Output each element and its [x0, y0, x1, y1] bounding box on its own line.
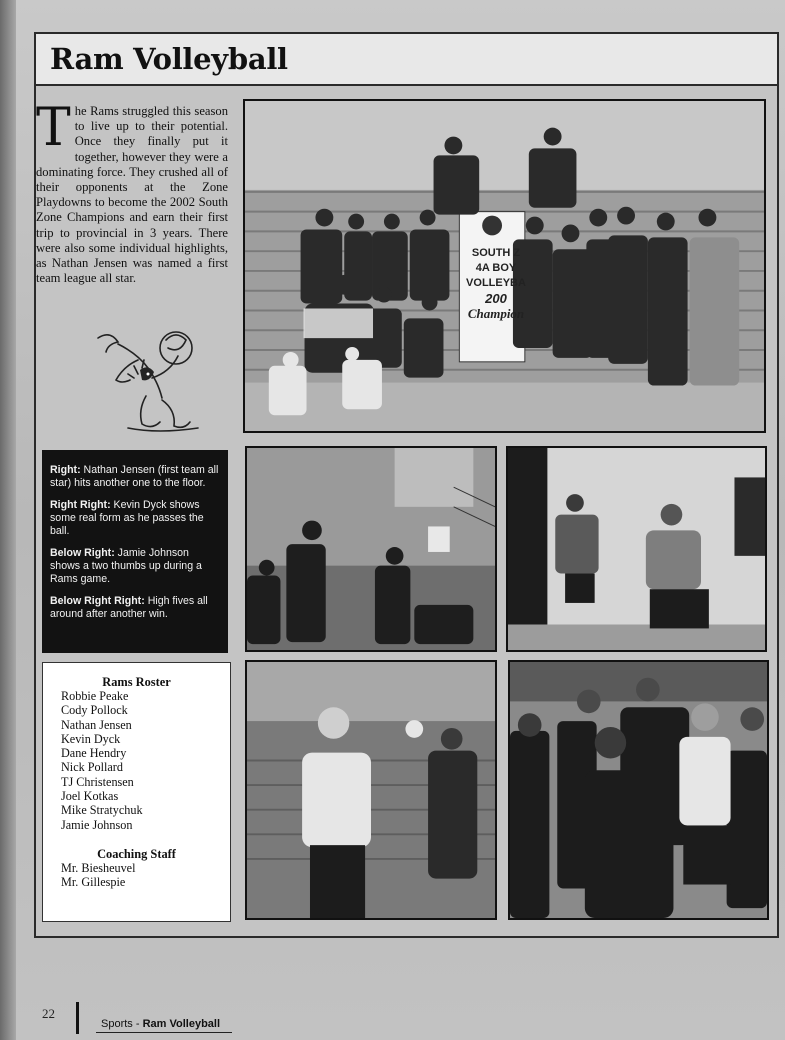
roster-box	[42, 662, 231, 922]
caption-right: Right: Nathan Jensen (first team all star) hits another one to the floor.	[50, 464, 219, 489]
banner-text	[463, 246, 529, 321]
caption-below-right: Below Right: Jamie Johnson shows a two thumbs up during a Rams game.	[50, 547, 202, 585]
page-binding-edge	[0, 0, 16, 1040]
roster-title: Rams Roster	[102, 675, 171, 689]
footer-section: Sports	[101, 1018, 133, 1030]
banner-line-3: VOLLEYBA	[466, 277, 526, 289]
page-title: Ram Volleyball	[50, 42, 288, 76]
banner-line-5: Champion	[467, 306, 525, 321]
footer-separator: -	[132, 1018, 143, 1030]
page-number: 22	[42, 1006, 55, 1021]
footer-section-label	[101, 1018, 220, 1030]
roster-item: TJ Christensen	[61, 774, 134, 789]
roster-item: Nick Pollard	[61, 760, 123, 775]
staff-item: Mr. Gillespie	[61, 875, 126, 890]
photo-jamie-johnson	[245, 660, 497, 920]
roster-item: Joel Kotkas	[61, 789, 119, 804]
photo-captions	[42, 450, 228, 653]
roster-item: Robbie Peake	[61, 689, 129, 703]
photo-nathan-jensen-hit	[245, 446, 497, 652]
photo-high-fives	[508, 660, 769, 920]
intro-paragraph	[36, 98, 228, 286]
roster-item: Kevin Dyck	[61, 731, 121, 746]
roster-item: Dane Hendry	[61, 746, 127, 761]
caption-below-right-right: Below Right Right: High fives all around after another win.	[50, 595, 208, 620]
team-photo	[243, 99, 766, 433]
roster-list	[61, 689, 143, 832]
banner-line-2: 4A BOY	[475, 262, 517, 274]
roster-item: Nathan Jensen	[61, 717, 132, 732]
banner-line-4: 200	[485, 291, 507, 306]
footer-subsection: Ram Volleyball	[142, 1018, 221, 1030]
footer-divider	[76, 1002, 79, 1034]
roster-item: Jamie Johnson	[61, 817, 133, 832]
caption-right-right: Right Right: Kevin Dyck shows some real form as he passes the ball.	[50, 499, 204, 537]
banner-line-1: SOUTH Z	[471, 247, 521, 259]
footer-rule	[96, 1032, 232, 1033]
ram-mascot-sketch	[88, 318, 213, 443]
staff-list	[61, 861, 135, 890]
title-bar	[34, 32, 779, 86]
drop-cap: T	[36, 98, 71, 158]
staff-item: Mr. Biesheuvel	[61, 861, 136, 875]
roster-item: Cody Pollock	[61, 703, 128, 718]
intro-text: he Rams struggled this season to live up to their potential. Once they finally put it together, however they were a dominating force. They crushed all of their opponents at the Zone Playdowns to become the 2002 South Zone Champions and earn their first trip to provincial in 3 years. There were also some individual highlights, as Nathan Jensen was named a first team league all star.	[36, 104, 228, 286]
coaching-staff-title: Coaching Staff	[97, 847, 176, 861]
roster-item: Mike Stratychuk	[61, 803, 143, 818]
photo-kevin-dyck-pass	[506, 446, 767, 652]
